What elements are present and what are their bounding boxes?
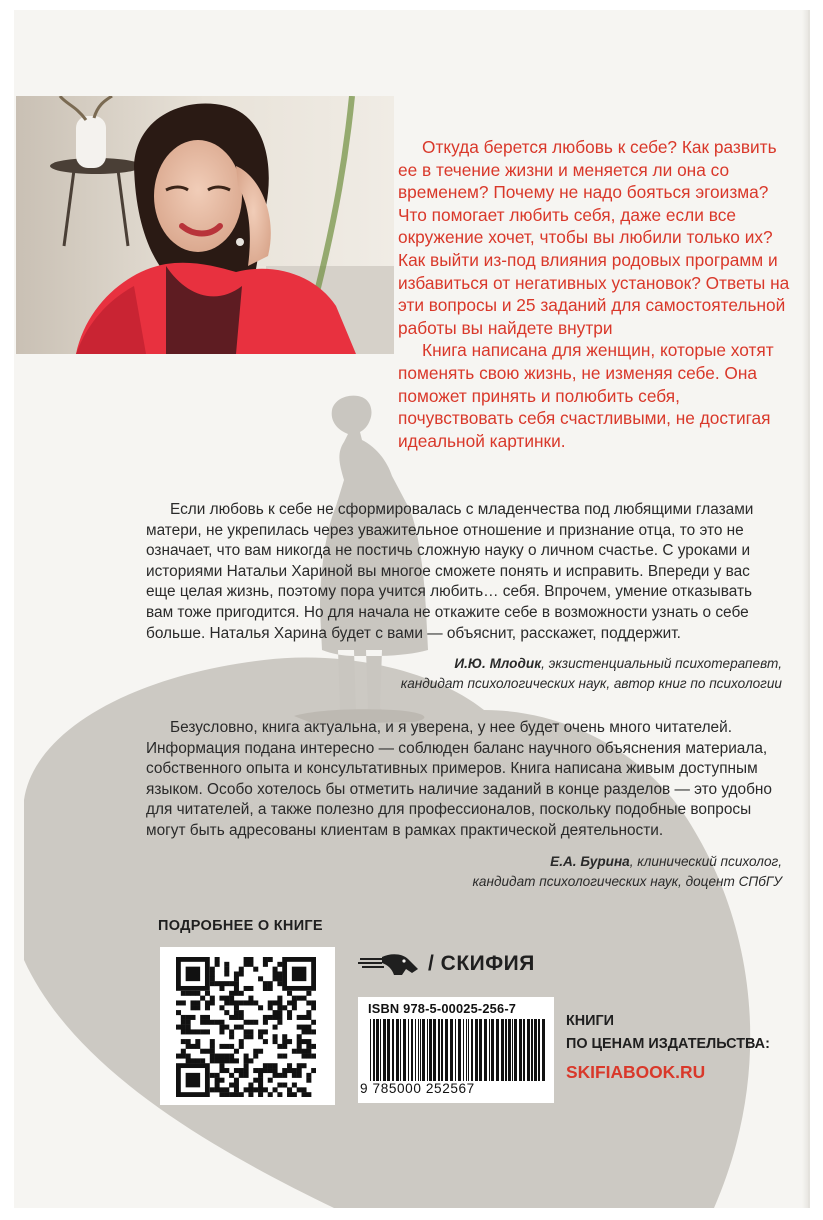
review-role-line-1: , клинический психолог, (629, 853, 782, 869)
publisher-block (344, 947, 570, 1105)
horse-head-icon (358, 951, 420, 977)
shop-url-link[interactable]: SKIFIABOOK.RU (566, 1062, 706, 1083)
review-signature (146, 852, 782, 892)
review-author: И.Ю. Млодик (454, 656, 542, 672)
shop-info (566, 1010, 796, 1084)
barcode (358, 997, 554, 1103)
publisher-name: / СКИФИЯ (428, 952, 535, 975)
spine-edge (802, 10, 808, 1208)
blurb-paragraph-2: Книга написана для женщин, которые хотят поменять свою жизнь, не изменяя себе. Она поможет принять и полюбить себя, почувствовать себя счастливыми, не достигая идеальной картинки. (398, 340, 774, 451)
review-role-line-1: , экзистенциальный психотерапевт, (541, 656, 782, 672)
review-author: Е.А. Бурина (550, 853, 630, 869)
shop-line-2: ПО ЦЕНАМ ИЗДАТЕЛЬСТВА: (566, 1035, 770, 1052)
barcode-digits: 9 785000 252567 (360, 1081, 475, 1096)
review-role-line-2: кандидат психологических наук, автор книг по психологии (400, 676, 782, 692)
publisher-logo (358, 951, 535, 977)
review-role-line-2: кандидат психологических наук, доцент СПбГУ (472, 873, 782, 889)
more-about-book-title: ПОДРОБНЕЕ О КНИГЕ (158, 918, 323, 934)
barcode-bars (368, 1019, 548, 1081)
qr-code[interactable] (160, 947, 335, 1105)
isbn-label: ISBN 978-5-00025-256-7 (368, 1001, 517, 1016)
blurb-text (398, 136, 794, 452)
review-signature (146, 654, 782, 694)
shop-line-1: КНИГИ (566, 1013, 615, 1029)
author-photo (16, 96, 394, 354)
book-back-cover (14, 10, 808, 1208)
review-burina (146, 718, 782, 892)
blurb-paragraph-1: Откуда берется любовь к себе? Как развить ее в течение жизни и меняется ли она со временем? Почему не надо бояться эгоизма? Что помогает любить себя, даже если все окружение хочет, чтобы вы любили только их? Как выйти из-под влияния родовых программ и избавиться от негативных установок? Ответы на эти вопросы и 25 заданий для самостоятельной работы вы найдете внутри (398, 137, 790, 338)
review-mlodik (146, 500, 782, 694)
review-text: Если любовь к себе не сформировалась с младенчества под любящими глазами матери, не укрепилась через уважительное отношение и признание отца, то это не означает, что вам никогда не постичь сложную науку о личном счастье. С уроками и историями Натальи Хариной вы многое сможете понять и исправить. Впереди у вас еще целая жизнь, поэтому пора учится любить… себя. Впрочем, умение отказывать вам тоже пригодится. Но для начала не откажите себе в возможности узнать о себе больше. Наталья Харина будет с вами — объяснит, расскажет, поддержит. (146, 501, 754, 642)
qr-code-icon (176, 957, 316, 1097)
review-text: Безусловно, книга актуальна, и я уверена, у нее будет очень много читателей. Информация подана интересно — соблюден баланс научного объяснения материала, собственного опыта и консультативных примеров. Книга написана живым доступным языком. Особо хотелось бы отметить наличие заданий в конце разделов — это удобно для читателей, а также полезно для профессионалов, поскольку подобные вопросы могут быть адресованы клиентам в рамках практической деятельности. (146, 719, 772, 839)
